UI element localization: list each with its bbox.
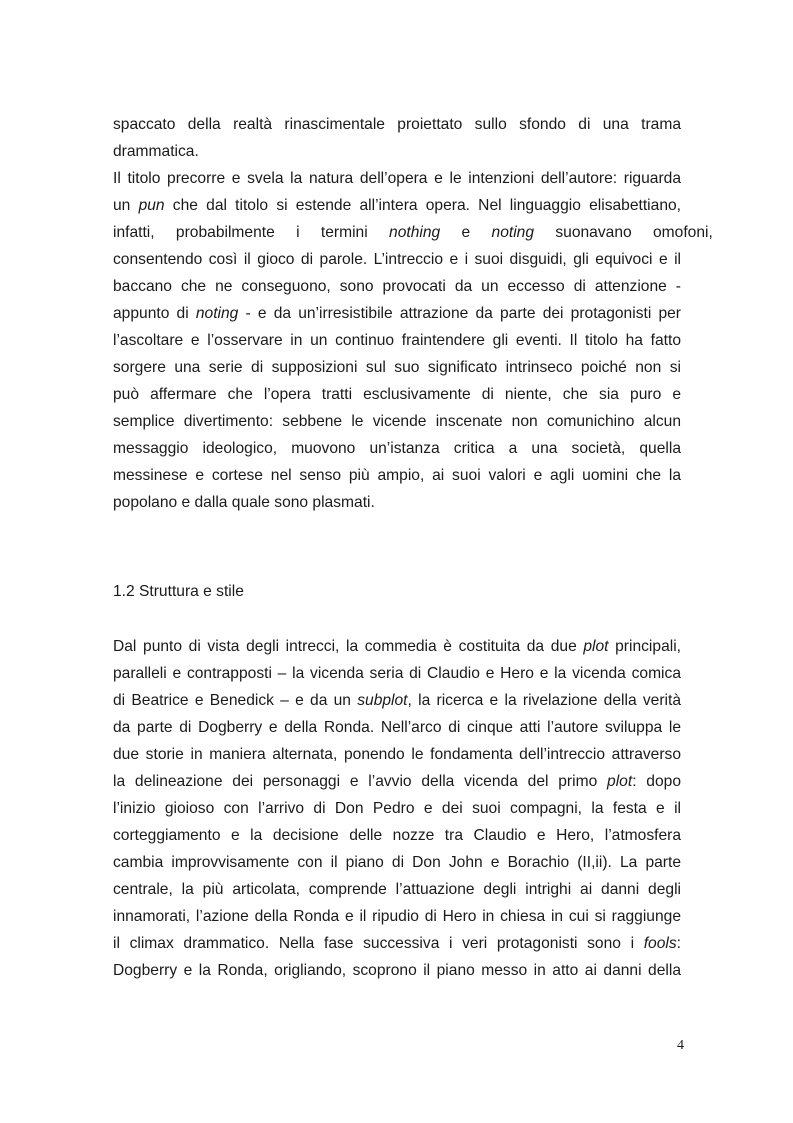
text-span: di Beatrice e Benedick – e da un <box>113 692 358 709</box>
italic-term: fools <box>643 935 677 952</box>
text-span: Dal punto di vista degli intrecci, la commedia è costituita da due <box>113 638 584 655</box>
italic-term: subplot <box>357 692 408 709</box>
text-line: baccano che ne conseguono, sono provocati da un eccesso di attenzione - <box>113 278 681 295</box>
text-line: popolano e dalla quale sono plasmati. <box>113 494 375 511</box>
section-heading: 1.2 Struttura e stile <box>113 583 244 600</box>
text-span: , la ricerca e la rivelazione della verità <box>407 692 681 709</box>
text-span: : dopo <box>632 773 681 790</box>
text-line <box>113 690 681 712</box>
text-line: da parte di Dogberry e della Ronda. Nell’arco di cinque atti l’autore sviluppa le <box>113 719 681 736</box>
text-span: - e da un’irresistibile attrazione da parte dei protagonisti per <box>238 305 681 322</box>
text-span: il climax drammatico. Nella fase successiva i veri protagonisti sono i <box>113 935 644 952</box>
text-line: due storie in maniera alternata, ponendo le fondamenta dell’intreccio attraverso <box>113 746 681 763</box>
text-span: appunto di <box>113 305 196 322</box>
text-line <box>113 933 681 955</box>
text-line: drammatica. <box>113 143 199 160</box>
text-line: Il titolo precorre e svela la natura dell’opera e le intenzioni dell’autore: riguarda <box>113 170 681 187</box>
italic-term: pun <box>138 197 165 214</box>
text-span: suonavano omofoni, <box>534 224 713 241</box>
text-span: principali, <box>608 638 682 655</box>
text-line: semplice divertimento: sebbene le vicende inscenate non comunichino alcun <box>113 413 681 430</box>
text-span: : <box>676 935 681 952</box>
text-line: corteggiamento e la decisione delle nozze tra Claudio e Hero, l’atmosfera <box>113 827 681 844</box>
italic-term: plot <box>583 638 609 655</box>
text-line: consentendo così il gioco di parole. L’intreccio e i suoi disguidi, gli equivoci e il <box>113 251 681 268</box>
text-line: l’ascoltare e l’osservare in un continuo fraintendere gli eventi. Il titolo ha fatto <box>113 332 681 349</box>
italic-term: nothing <box>389 224 441 241</box>
italic-term: noting <box>491 224 535 241</box>
text-line: può affermare che l’opera tratti esclusivamente di niente, che sia puro e <box>113 386 681 403</box>
text-span: un <box>113 197 139 214</box>
text-span: infatti, probabilmente i termini <box>113 224 390 241</box>
text-span: la delineazione dei personaggi e l’avvio della vicenda del primo <box>113 773 608 790</box>
text-line: innamorati, l’azione della Ronda e il ripudio di Hero in chiesa in cui si raggiunge <box>113 908 681 925</box>
text-line: l’inizio gioioso con l’arrivo di Don Pedro e dei suoi compagni, la festa e il <box>113 800 681 817</box>
text-line: messaggio ideologico, muovono un’istanza critica a una società, quella <box>113 440 681 457</box>
text-line: cambia improvvisamente con il piano di Don John e Borachio (II,ii). La parte <box>113 854 681 871</box>
italic-term: plot <box>607 773 633 790</box>
italic-term: noting <box>195 305 239 322</box>
text-line <box>113 195 681 217</box>
text-span: e <box>440 224 492 241</box>
text-line <box>113 771 681 793</box>
text-line <box>113 222 713 244</box>
text-line: sorgere una serie di supposizioni sul suo significato intrinseco poiché non si <box>113 359 681 376</box>
text-line <box>113 636 681 658</box>
text-line <box>113 303 681 325</box>
text-line: messinese e cortese nel senso più ampio, ai suoi valori e agli uomini che la <box>113 467 681 484</box>
text-line: paralleli e contrapposti – la vicenda seria di Claudio e Hero e la vicenda comica <box>113 665 681 682</box>
text-span: che dal titolo si estende all’intera opera. Nel linguaggio elisabettiano, <box>164 197 681 214</box>
text-line: spaccato della realtà rinascimentale proiettato sullo sfondo di una trama <box>113 116 681 133</box>
page-number: 4 <box>677 1038 684 1053</box>
text-line: Dogberry e la Ronda, origliando, scoprono il piano messo in atto ai danni della <box>113 962 681 979</box>
text-line: centrale, la più articolata, comprende l’attuazione degli intrighi ai danni degli <box>113 881 681 898</box>
